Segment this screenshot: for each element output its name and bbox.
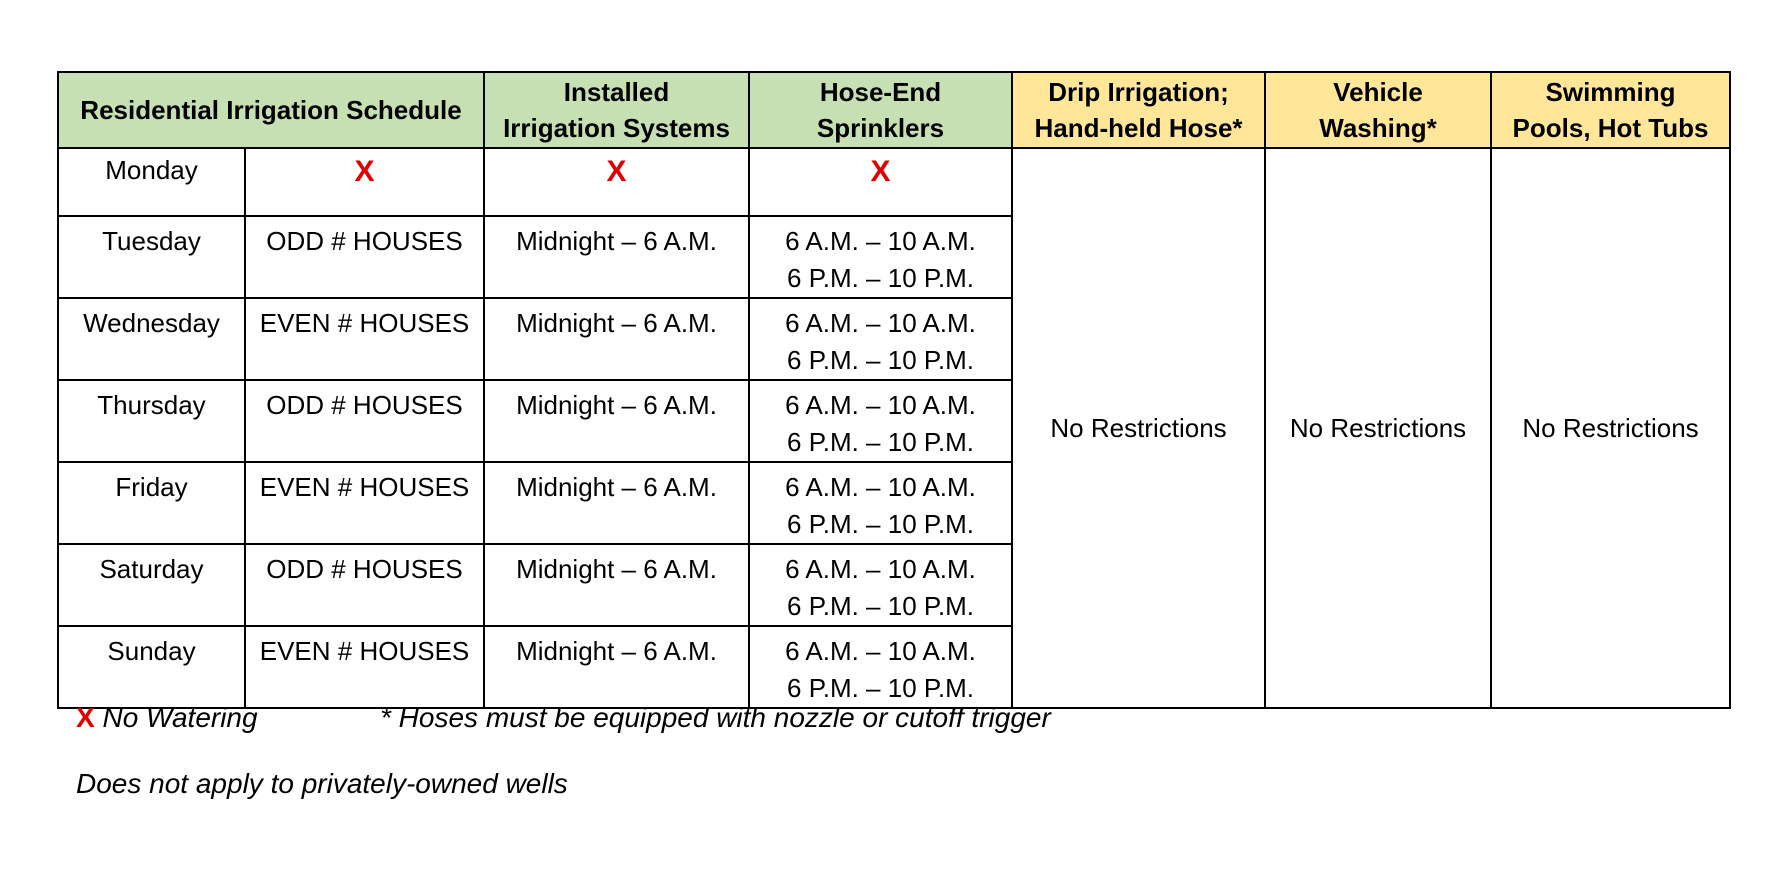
irrigation-schedule-table (57, 71, 1731, 709)
header-row (58, 72, 1730, 148)
no-watering-mark: X (354, 155, 375, 188)
hose-end-cell (749, 462, 1012, 544)
day-cell: Monday (58, 148, 245, 216)
legend-x-mark: X (76, 702, 95, 733)
houses-cell: ODD # HOUSES (245, 216, 484, 298)
hose-end-sprinklers-header (749, 72, 1012, 148)
hose-end-cell (749, 626, 1012, 708)
day-cell: Saturday (58, 544, 245, 626)
vehicle-header-line-2: Washing* (1319, 113, 1437, 143)
schedule-title: Residential Irrigation Schedule (80, 95, 462, 125)
hose-end-cell (749, 380, 1012, 462)
installed-cell: Midnight – 6 A.M. (484, 626, 749, 708)
hose-end-cell (749, 544, 1012, 626)
houses-cell: ODD # HOUSES (245, 380, 484, 462)
drip-no-restrictions-cell: No Restrictions (1012, 148, 1265, 708)
hose-end-header-line-1: Hose-End (819, 77, 942, 107)
hose-morning: 6 A.M. – 10 A.M. (785, 390, 976, 420)
houses-cell: EVEN # HOUSES (245, 626, 484, 708)
installed-cell: Midnight – 6 A.M. (484, 216, 749, 298)
day-cell: Sunday (58, 626, 245, 708)
installed-cell: Midnight – 6 A.M. (484, 298, 749, 380)
legend-hose-note: * Hoses must be equipped with nozzle or cutoff trigger (380, 702, 1051, 733)
swimming-pools-header (1491, 72, 1730, 148)
installed-cell: Midnight – 6 A.M. (484, 380, 749, 462)
houses-cell: ODD # HOUSES (245, 544, 484, 626)
vehicle-no-restrictions-cell: No Restrictions (1265, 148, 1491, 708)
no-watering-mark: X (606, 155, 627, 188)
day-cell: Thursday (58, 380, 245, 462)
houses-cell (245, 148, 484, 216)
day-cell: Wednesday (58, 298, 245, 380)
schedule-title-header (58, 72, 484, 148)
pools-no-restrictions-cell: No Restrictions (1491, 148, 1730, 708)
day-cell: Tuesday (58, 216, 245, 298)
hose-evening: 6 P.M. – 10 P.M. (787, 427, 974, 457)
installed-cell: Midnight – 6 A.M. (484, 462, 749, 544)
hose-evening: 6 P.M. – 10 P.M. (787, 345, 974, 375)
installed-header-line-2: Irrigation Systems (503, 113, 730, 143)
installed-systems-header (484, 72, 749, 148)
hose-evening: 6 P.M. – 10 P.M. (787, 673, 974, 703)
hose-evening: 6 P.M. – 10 P.M. (787, 591, 974, 621)
table-row-monday (58, 148, 1730, 216)
installed-cell: Midnight – 6 A.M. (484, 544, 749, 626)
drip-header-line-1: Drip Irrigation; (1048, 77, 1229, 107)
hose-end-header-line-2: Sprinklers (816, 113, 945, 143)
installed-header-line-1: Installed (563, 77, 670, 107)
no-watering-mark: X (870, 155, 891, 188)
vehicle-header-line-1: Vehicle (1333, 77, 1423, 107)
legend-no-watering (76, 702, 258, 734)
hose-evening: 6 P.M. – 10 P.M. (787, 509, 974, 539)
hose-end-cell (749, 148, 1012, 216)
houses-cell: EVEN # HOUSES (245, 462, 484, 544)
hose-end-cell (749, 216, 1012, 298)
pools-header-line-1: Swimming (1545, 77, 1676, 107)
vehicle-washing-header (1265, 72, 1491, 148)
hose-morning: 6 A.M. – 10 A.M. (785, 472, 976, 502)
installed-cell (484, 148, 749, 216)
drip-header-line-2: Hand-held Hose* (1034, 113, 1243, 143)
houses-cell: EVEN # HOUSES (245, 298, 484, 380)
hose-morning: 6 A.M. – 10 A.M. (785, 636, 976, 666)
hose-morning: 6 A.M. – 10 A.M. (785, 308, 976, 338)
legend-x-label: No Watering (102, 702, 258, 733)
hose-evening: 6 P.M. – 10 P.M. (787, 263, 974, 293)
hose-end-cell (749, 298, 1012, 380)
pools-header-line-2: Pools, Hot Tubs (1512, 113, 1709, 143)
hose-morning: 6 A.M. – 10 A.M. (785, 226, 976, 256)
legend-wells-note: Does not apply to privately-owned wells (76, 768, 568, 799)
drip-irrigation-header (1012, 72, 1265, 148)
day-cell: Friday (58, 462, 245, 544)
hose-morning: 6 A.M. – 10 A.M. (785, 554, 976, 584)
